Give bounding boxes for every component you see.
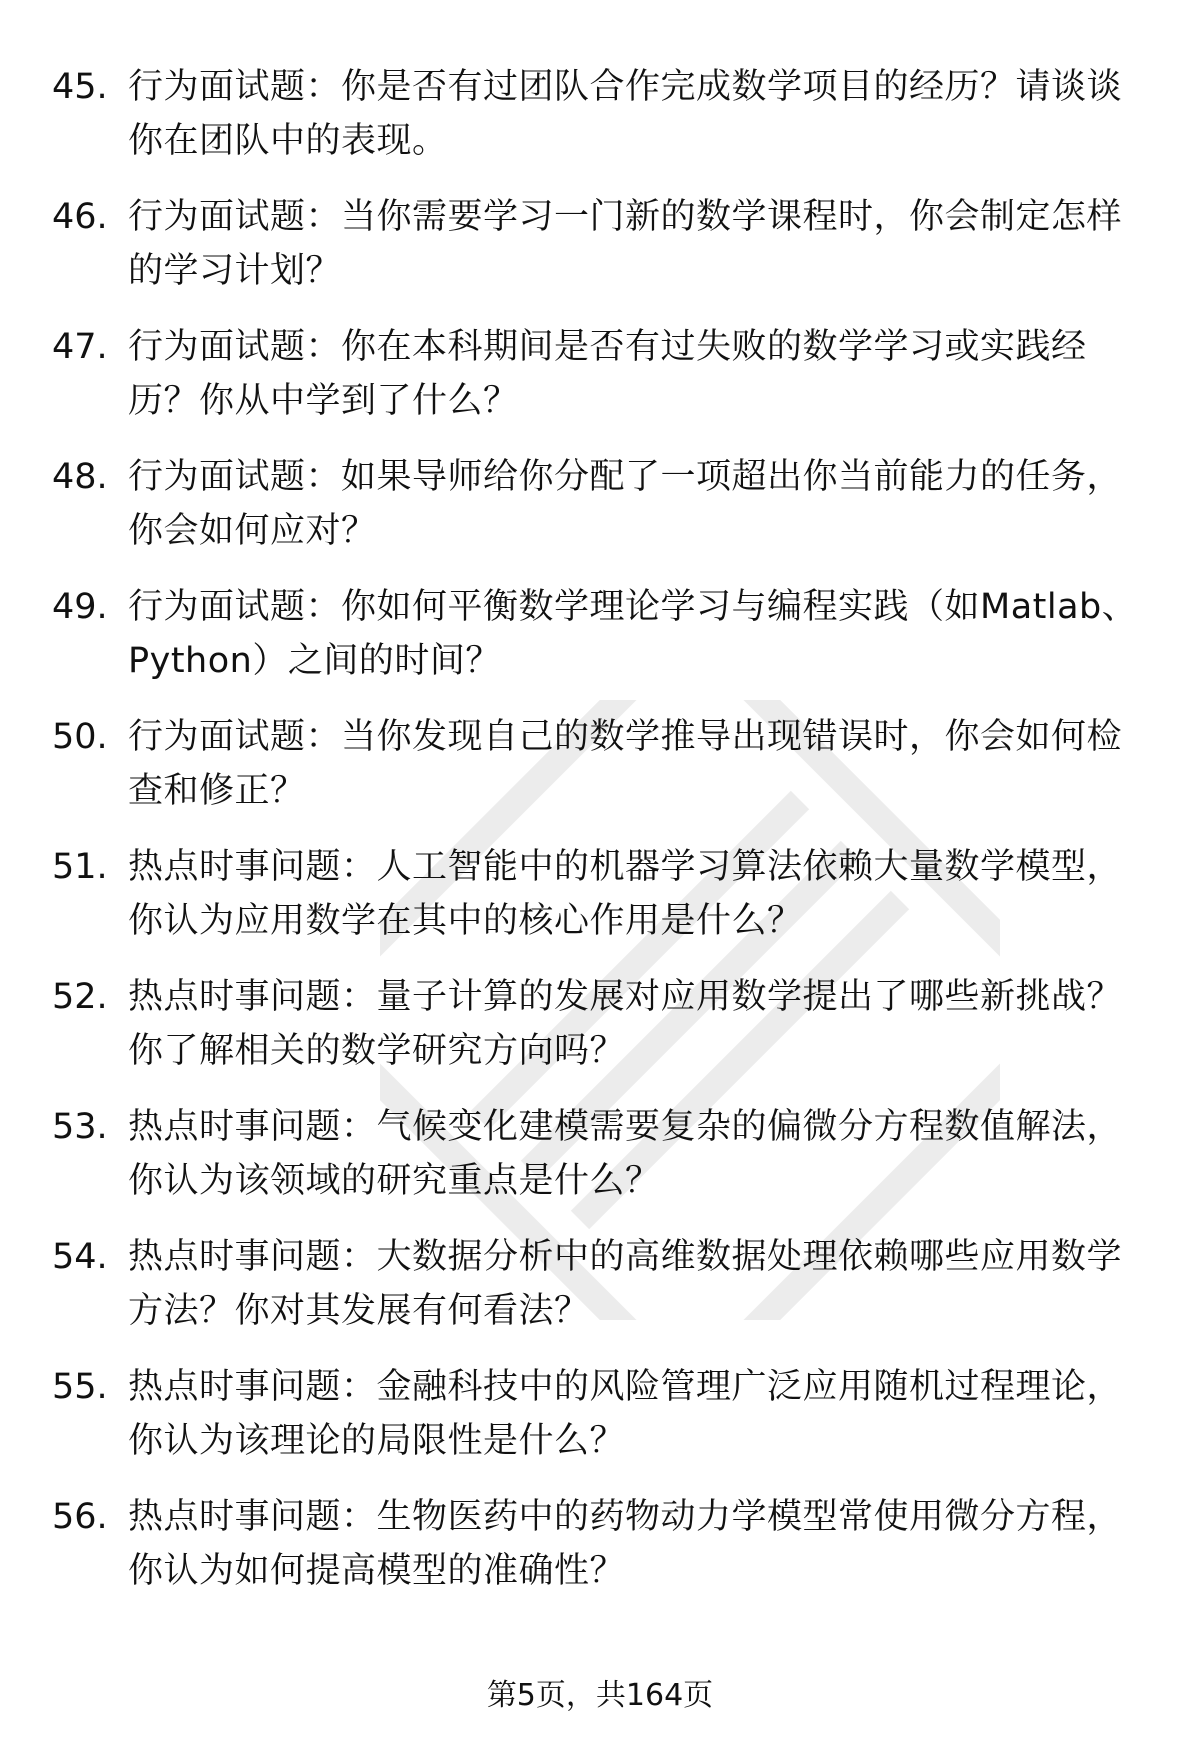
question-item [52,1490,1152,1620]
page-footer: 第5页，共164页 [486,1678,714,1713]
question-item [52,1230,1152,1360]
question-item [52,1360,1152,1490]
question-text: 热点时事问题：金融科技中的风险管理广泛应用随机过程理论，你认为该理论的局限性是什么？ [128,1367,1123,1461]
question-text: 行为面试题：当你需要学习一门新的数学课程时，你会制定怎样的学习计划？ [128,197,1123,291]
question-text: 行为面试题：如果导师给你分配了一项超出你当前能力的任务，你会如何应对？ [128,457,1123,551]
question-number: 56. [52,1497,108,1537]
question-item [52,1100,1152,1230]
question-number: 53. [52,1107,108,1147]
question-item [52,710,1152,840]
question-text: 行为面试题：当你发现自己的数学推导出现错误时，你会如何检查和修正？ [128,717,1123,811]
question-text: 热点时事问题：气候变化建模需要复杂的偏微分方程数值解法，你认为该领域的研究重点是什么？ [128,1107,1123,1201]
question-text: 热点时事问题：人工智能中的机器学习算法依赖大量数学模型，你认为应用数学在其中的核心作用是什么？ [128,847,1123,941]
question-number: 50. [52,717,108,757]
question-number: 47. [52,327,108,367]
question-item [52,320,1152,450]
question-number: 48. [52,457,108,497]
question-item [52,60,1152,190]
question-number: 55. [52,1367,108,1407]
question-text: 行为面试题：你是否有过团队合作完成数学项目的经历？请谈谈你在团队中的表现。 [128,67,1123,161]
question-item [52,190,1152,320]
question-number: 52. [52,977,108,1017]
question-item [52,970,1152,1100]
question-text: 热点时事问题：生物医药中的药物动力学模型常使用微分方程，你认为如何提高模型的准确性？ [128,1497,1123,1591]
question-text: 热点时事问题：量子计算的发展对应用数学提出了哪些新挑战？你了解相关的数学研究方向吗？ [128,977,1123,1071]
question-number: 45. [52,67,108,107]
question-number: 54. [52,1237,108,1277]
question-text: 热点时事问题：大数据分析中的高维数据处理依赖哪些应用数学方法？你对其发展有何看法？ [128,1237,1123,1331]
question-number: 51. [52,847,108,887]
question-number: 46. [52,197,108,237]
question-text: 行为面试题：你在本科期间是否有过失败的数学学习或实践经历？你从中学到了什么？ [128,327,1087,421]
question-text: 行为面试题：你如何平衡数学理论学习与编程实践（如Matlab、Python）之间的时间？ [128,587,1138,681]
question-item [52,580,1152,710]
question-number: 49. [52,587,108,627]
question-list [52,60,1152,1620]
question-item [52,840,1152,970]
question-item [52,450,1152,580]
